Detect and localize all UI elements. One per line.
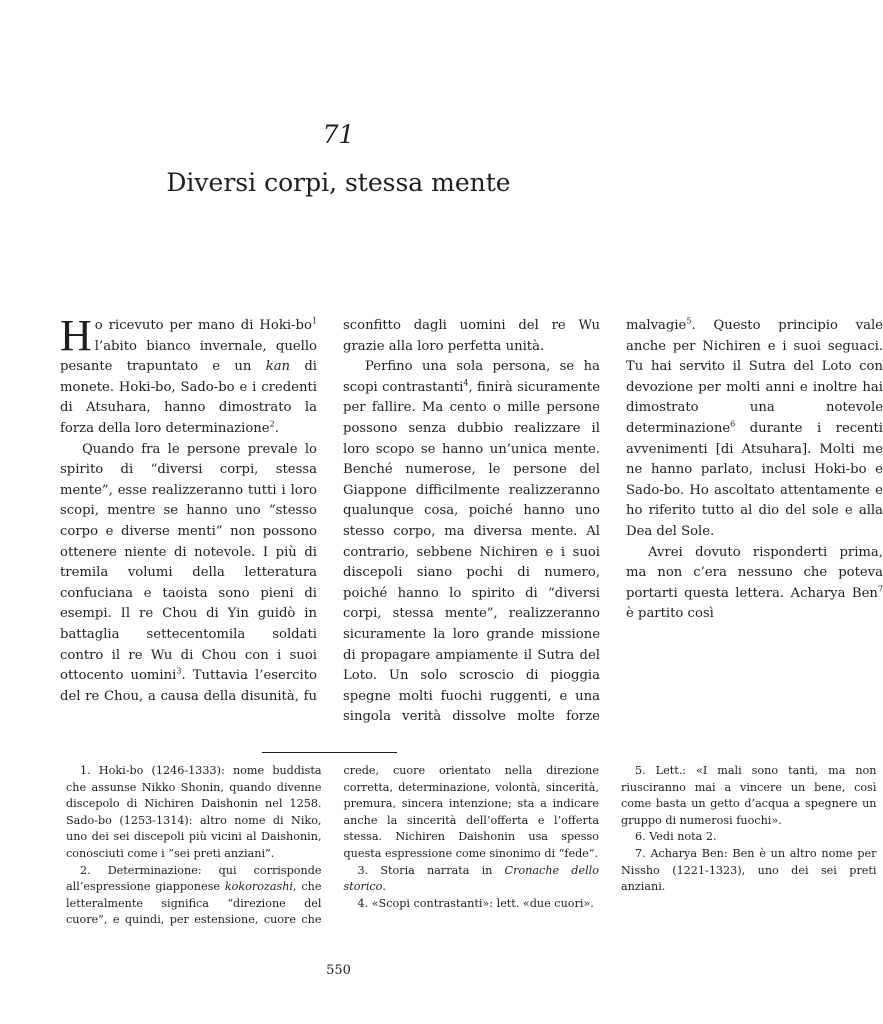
text-run: o ricevuto per mano di Hoki-bo — [94, 318, 312, 333]
italic-term: kokorozashi — [224, 880, 294, 894]
footnote-ref: 1 — [311, 316, 317, 326]
text-run: Quando fra le persone prevale lo spirito di “diversi corpi, stessa mente”, esse realizzeranno tutti i loro scopi, mentre se hanno uno “stesso corpo e diverse menti” non possono ottenere niente di notevole. I più di tremila volumi della letteratura confuciana e taoista sono pieni di esempi. Il re Chou di Yin guidò in battaglia settecentomila soldati contro il re Wu di Chou con i suoi ottocento uomini — [60, 441, 317, 684]
footnote — [621, 829, 877, 846]
italic-term: Cronache dello storico — [343, 863, 599, 894]
text-run: . Tuttavia l’esercito del re Chou, a causa della disunità, fu sconfitto dagli uomini del re Wu grazie alla loro perfetta unità. — [60, 318, 600, 704]
text-run: 7. Acharya Ben: Ben è un altro nome per Nissho (1221-1323), uno dei sei preti anziani. — [621, 846, 877, 894]
text-run: Avrei dovuto risponderti prima, ma non c’era nessuno che poteva portarti questa lettera. Acharya Ben — [626, 544, 883, 601]
footnote-ref: 6 — [730, 419, 736, 429]
text-run: . — [274, 420, 279, 436]
text-run: 4. «Scopi contrastanti»: lett. «due cuori». — [357, 896, 594, 910]
letter-body — [60, 311, 883, 736]
text-run: . — [382, 880, 386, 894]
chapter-number: 71 — [322, 120, 355, 149]
footnote — [66, 763, 322, 863]
text-run: 2. Determinazione: qui corrisponde all’espressione giapponese — [66, 863, 322, 894]
footnote-ref: 5 — [686, 316, 692, 326]
drop-cap: H — [60, 311, 92, 360]
text-run: 1. Hoki-bo (1246-1333): nome buddista che assunse Nikko Shonin, quando divenne discepolo di Nichiren Daishonin nel 1258. Sado-bo (1253-1314): altro nome di Niko, uno dei sei discepoli più vicini al Daishonin, conosciuti come i “sei preti anziani”. — [66, 764, 322, 860]
footnote — [621, 763, 877, 829]
text-run: Perfino una sola persona, se ha scopi contrastanti — [343, 359, 600, 395]
footnote-ref: 7 — [877, 584, 883, 594]
paragraph — [626, 543, 883, 625]
text-run: , finirà sicuramente per fallire. Ma cento o mille persone possono senza dubbio realizzare il loro scopo se hanno un’unica mente. Benché numerose, le persone del Giappone difficilmente realizzeranno qualunque cosa, poiché hanno uno stesso corpo, ma diversa mente. Al contrario, sebbene Nichiren e i suoi discepoli siano pochi di numero, poiché hanno lo spirito di “diversi corpi, stessa mente”, realizzeranno sicuramente la loro grande missione di propagare ampiamente il Sutra del Loto. Un solo scroscio di pioggia spegne molti fuochi ruggenti, e una singola verità dissolve molte forze malvagie — [343, 318, 687, 725]
text-run: durante i recenti avvenimenti [di Atsuhara]. Molti me ne hanno parlato, inclusi Hoki-bo e Sado-bo. Ho ascoltato attentamente e ho riferito tutto al dio del sole e alla Dea del Sole. — [626, 420, 883, 539]
text-run: 5. Lett.: «I mali sono tanti, ma non riusciranno mai a vincere un bene, così come basta un getto d’acqua a spegnere un gruppo di numerosi fuochi». — [621, 764, 877, 827]
text-run: l’abito bianco invernale, quello pesante trapuntato e un — [60, 338, 317, 375]
text-run: 3. Storia narrata in — [357, 863, 505, 877]
text-run: è partito così — [626, 606, 714, 622]
paragraph — [60, 311, 318, 440]
footnote-ref: 4 — [463, 378, 469, 388]
footnote — [344, 863, 600, 896]
page-number: 550 — [326, 963, 351, 978]
footnote — [344, 896, 600, 913]
footnote — [621, 846, 877, 896]
footnote-ref: 2 — [269, 419, 275, 429]
footnote-divider — [262, 752, 397, 753]
chapter-title: Diversi corpi, stessa mente — [166, 168, 511, 197]
text-run: 6. Vedi nota 2. — [635, 830, 717, 844]
paragraph — [343, 316, 883, 736]
text-run: di monete. Hoki-bo, Sado-bo e i credenti di Atsuhara, hanno dimostrato la forza della loro determinazione — [60, 359, 318, 436]
text-run: , che letteralmente significa “direzione del cuore”, e quindi, per estensione, cuore che crede, cuore orientato nella direzione corretta, determinazione, volontà, sincerità, premura, sincera intenzione; sta a indicare anche la sincerità dell’offerta e l’offerta stessa. Nichiren Daishonin usa spesso questa espressione come sinonimo di “fede”. — [66, 764, 599, 927]
text-run: . Questo principio vale anche per Nichiren e i suoi seguaci. Tu hai servito il Sutra del Loto con devozione per molti anni e inoltre hai dimostrato una notevole determinazione — [626, 318, 883, 436]
footnote-ref: 3 — [176, 666, 182, 676]
footnotes — [66, 763, 877, 945]
italic-term: kan — [265, 359, 291, 375]
